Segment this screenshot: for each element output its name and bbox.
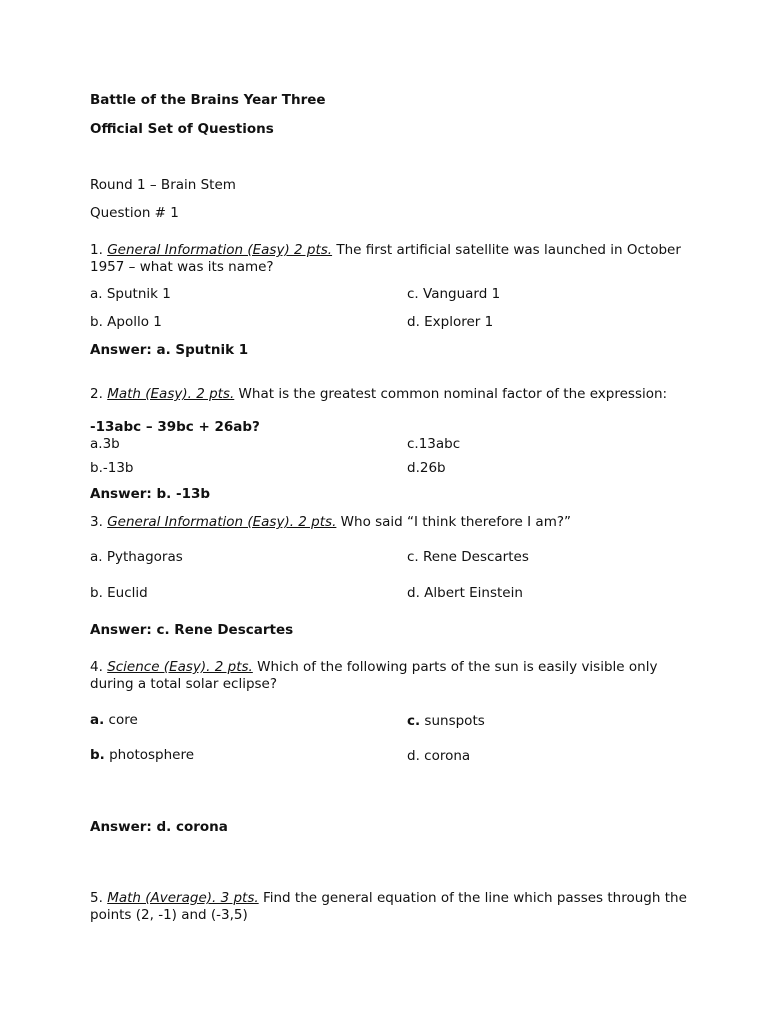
- question-3: [90, 514, 690, 531]
- option-text: sunspots: [420, 713, 485, 729]
- option-c: c. Rene Descartes: [407, 549, 529, 565]
- option-letter: b.: [90, 747, 105, 763]
- option-b: [90, 747, 194, 764]
- option-b: b. Apollo 1: [90, 314, 162, 330]
- question-text: Which of the following parts of the sun is easily visible only during a total solar eclipse?: [90, 659, 658, 692]
- option-a: a. Pythagoras: [90, 549, 183, 565]
- option-a: [90, 712, 138, 729]
- option-d: d. Albert Einstein: [407, 585, 523, 601]
- option-text: d. corona: [407, 748, 471, 764]
- option-c: [407, 713, 485, 730]
- option-d: [407, 748, 470, 765]
- question-number: 5.: [90, 890, 103, 906]
- document-title: Battle of the Brains Year Three: [90, 92, 326, 108]
- question-text: The first artificial satellite was launched in October 1957 – what was its name?: [90, 242, 681, 275]
- document-page: [90, 0, 690, 1024]
- answer-1: Answer: a. Sputnik 1: [90, 342, 249, 358]
- question-expression: -13abc – 39bc + 26ab?: [90, 419, 260, 435]
- document-subtitle: Official Set of Questions: [90, 121, 274, 137]
- question-text: What is the greatest common nominal factor of the expression:: [234, 386, 668, 402]
- question-category: General Information (Easy). 2 pts.: [107, 514, 337, 530]
- option-a: a. Sputnik 1: [90, 286, 171, 302]
- option-b: b. Euclid: [90, 585, 148, 601]
- question-number: 2.: [90, 386, 103, 402]
- option-letter: c.: [407, 713, 421, 729]
- option-d: d. Explorer 1: [407, 314, 494, 330]
- question-text: Who said “I think therefore I am?”: [336, 514, 572, 530]
- option-c: c.13abc: [407, 436, 461, 452]
- question-category: General Information (Easy) 2 pts.: [107, 242, 333, 258]
- option-letter: a.: [90, 712, 105, 728]
- question-number: 1.: [90, 242, 103, 258]
- option-a: a.3b: [90, 436, 120, 452]
- option-b: b.-13b: [90, 460, 134, 476]
- answer-3: Answer: c. Rene Descartes: [90, 622, 294, 638]
- question-text: Find the general equation of the line which passes through the points (2, -1) and (-3,5): [90, 890, 687, 923]
- option-text: core: [104, 712, 138, 728]
- answer-4: Answer: d. corona: [90, 819, 228, 835]
- option-d: d.26b: [407, 460, 446, 476]
- question-2: [90, 386, 690, 403]
- question-heading: Question # 1: [90, 205, 179, 221]
- round-heading: Round 1 – Brain Stem: [90, 177, 236, 193]
- question-category: Math (Average). 3 pts.: [107, 890, 259, 906]
- question-category: Science (Easy). 2 pts.: [107, 659, 253, 675]
- question-category: Math (Easy). 2 pts.: [107, 386, 235, 402]
- option-text: photosphere: [104, 747, 195, 763]
- question-5: [90, 890, 690, 924]
- question-number: 3.: [90, 514, 103, 530]
- question-number: 4.: [90, 659, 103, 675]
- question-4: [90, 659, 690, 693]
- answer-2: Answer: b. -13b: [90, 486, 211, 502]
- question-1: [90, 242, 690, 276]
- option-c: c. Vanguard 1: [407, 286, 501, 302]
